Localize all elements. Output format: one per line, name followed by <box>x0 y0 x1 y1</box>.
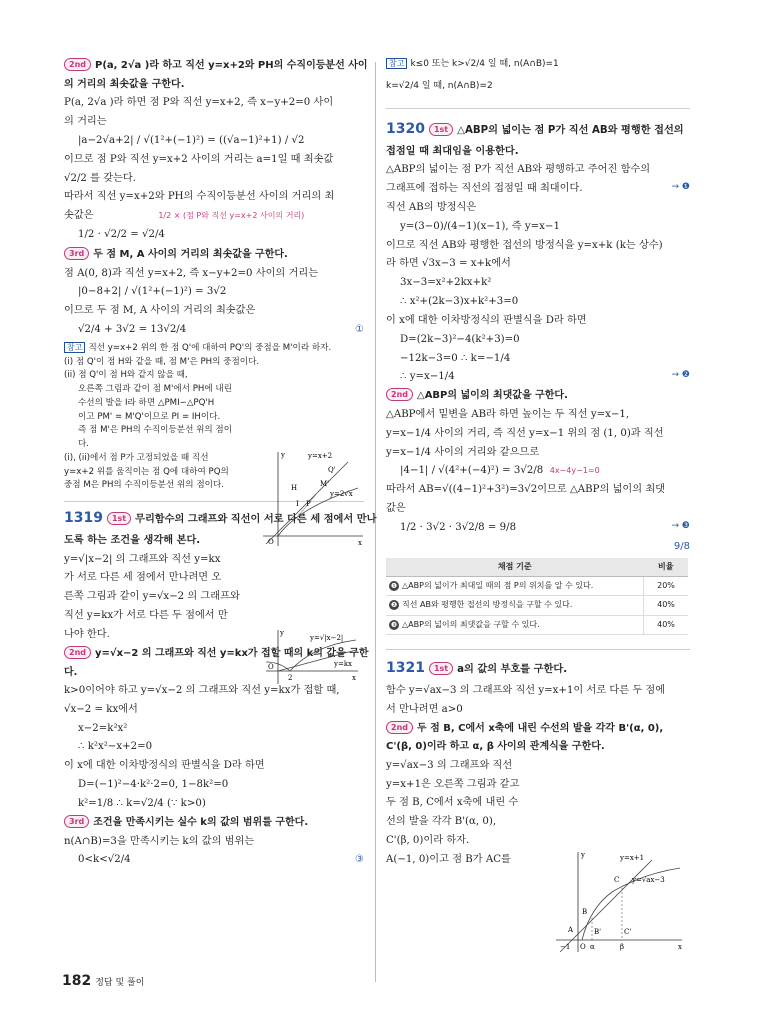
text-line: 그래프에 접하는 직선의 접점일 때 최대이다. <box>386 183 583 195</box>
text-line: 값은 <box>386 503 406 514</box>
formula: x−2=k²x² <box>78 722 128 734</box>
ref-text: 직선 y=x+2 위의 한 점 Q'에 대하여 PQ'의 중점을 M'이라 하자. <box>88 342 332 353</box>
text-line: 따라서 AB=√((4−1)²+3²)=3√2이므로 △ABP의 넓이의 최댓 <box>386 484 666 496</box>
step-badge: 1st <box>429 123 453 136</box>
fig-label: y <box>280 629 284 637</box>
text-line: 직선 y=kx가 서로 다른 두 점에서 만 <box>64 610 228 622</box>
step-text: △ABP의 넓이의 최댓값을 구한다. <box>417 390 568 402</box>
footer-label: 정답 및 풀이 <box>95 978 145 988</box>
problem-number: 1321 <box>386 660 425 677</box>
ref-text: 즉 점 M'은 PH의 수직이등분선 위의 점이 <box>78 425 233 436</box>
side-note: 4x−4y−1=0 <box>549 466 600 476</box>
fig-label: O <box>580 943 586 951</box>
fig-label: B' <box>594 928 602 936</box>
fig-label: C' <box>624 928 632 936</box>
text-line: 이므로 두 점 M, A 사이의 거리의 최솟값은 <box>64 305 256 317</box>
fig-label: −1 <box>560 943 571 951</box>
ref-text: (i), (ii)에서 점 P가 고정되었을 때 직선 <box>64 452 209 463</box>
text-line: 가 서로 다른 세 점에서 만나려면 오 <box>64 572 222 584</box>
page-number: 182 <box>62 973 92 989</box>
grading-row <box>386 596 688 615</box>
text-line: 나야 한다. <box>64 628 110 640</box>
text-line: 이므로 점 P와 직선 y=x+2 사이의 거리는 a=1일 때 최솟값 <box>64 153 334 165</box>
step-badge: 1st <box>107 512 131 525</box>
fig-label: B <box>582 908 588 916</box>
text-line: △ABP에서 밑변을 AB라 하면 높이는 두 직선 y=x−1, <box>386 408 630 420</box>
text-line: 이 x에 대한 이차방정식의 판별식을 D라 하면 <box>386 314 587 326</box>
formula: |a−2√a+2| / √(1²+(−1)²) = ((√a−1)²+1) / √2 <box>78 134 305 146</box>
fig-label: y=kx <box>334 660 353 668</box>
formula: D=(2k−3)²−4(k²+3)=0 <box>400 333 520 345</box>
fig-label: y=√ax−3 <box>632 876 665 884</box>
formula: D=(−1)²−4·k²·2=0, 1−8k²=0 <box>78 779 229 791</box>
text-line: 의 거리는 <box>64 116 107 128</box>
text-line: 이 x에 대한 이차방정식의 판별식을 D라 하면 <box>64 760 265 772</box>
fig-label: y=x+2 <box>308 452 333 460</box>
step-text: 두 점 M, A 사이의 거리의 최솟값을 구한다. <box>93 248 288 260</box>
formula: 1/2 · 3√2 · 3√2/8 = 9/8 <box>400 521 517 533</box>
step-text: 두 점 B, C에서 x축에 내린 수선의 발을 각각 B'(α, 0), <box>417 722 664 734</box>
fig-label: H <box>291 484 298 492</box>
step-badge: 2nd <box>64 646 91 659</box>
formula: |0−8+2| / √(1²+(−1)²) = 3√2 <box>78 286 227 298</box>
problem-number: 1320 <box>386 120 425 137</box>
step-number: ❶ <box>390 582 398 591</box>
ref-label: 참고 <box>386 58 407 69</box>
step-marker: → ❶ <box>671 182 690 193</box>
grading-criterion: △ABP의 넓이가 최대일 때의 점 P의 위치를 알 수 있다. <box>402 581 594 591</box>
step-text: y=√x−2 의 그래프와 직선 y=kx가 접할 때의 k의 값을 구한 <box>95 647 369 659</box>
fig-label: y <box>281 451 285 459</box>
formula: ∴ x²+(2k−3)x+k²+3=0 <box>400 296 519 308</box>
grading-header: 채점 기준 <box>386 558 644 577</box>
text-line: y=√|x−2| 의 그래프와 직선 y=kx <box>64 553 221 565</box>
page-footer <box>62 970 144 989</box>
text-line: √x−2 = kx에서 <box>64 703 138 715</box>
fig-label: y=x+1 <box>620 854 645 862</box>
problem-number: 1319 <box>64 510 103 527</box>
ref-text: (ii) 점 Q'이 점 H와 같지 않을 때, <box>64 370 188 381</box>
fig-label: O <box>268 663 274 671</box>
text-line: k>0이어야 하고 y=√x−2 의 그래프와 직선 y=kx가 접할 때, <box>64 685 340 696</box>
step-badge: 3rd <box>64 815 89 828</box>
text-line: P(a, 2√a )라 하면 점 P와 직선 y=x+2, 즉 x−y+2=0 사이 <box>64 97 334 109</box>
text-line: 라 하면 √3x−3 = x+k에서 <box>386 258 511 270</box>
formula: |4−1| / √(4²+(−4)²) = 3√2/8 <box>400 465 544 477</box>
fig-label: y=2√x <box>330 490 353 498</box>
step-text: C'(β, 0)이라 하고 α, β 사이의 관계식을 구한다. <box>386 741 605 753</box>
text-line: 두 점 B, C에서 x축에 내린 수 <box>386 797 519 809</box>
fig-label: O <box>268 538 274 546</box>
text-line: 이므로 직선 AB와 평행한 접선의 방정식을 y=x+k (k는 상수) <box>386 239 663 251</box>
grading-criterion: △ABP의 넓이의 최댓값을 구할 수 있다. <box>402 619 540 629</box>
grading-ratio: 20% <box>644 577 689 596</box>
grading-header: 비율 <box>644 558 689 577</box>
text-line: 함수 y=√ax−3 의 그래프와 직선 y=x+1이 서로 다른 두 점에 <box>386 684 666 696</box>
text-line: 따라서 직선 y=x+2와 PH의 수직이등분선 사이의 거리의 최 <box>64 191 335 203</box>
grading-header-row <box>386 558 688 577</box>
text-line: 서 만나려면 a>0 <box>386 703 463 715</box>
text-line: C'(β, 0)이라 하자. <box>386 835 470 847</box>
fig-label: P <box>306 500 311 508</box>
fig-label: 2 <box>288 674 293 682</box>
figure-1321 <box>552 848 688 958</box>
formula: ∴ k²x²−x+2=0 <box>78 741 153 753</box>
ref-label: 참고 <box>64 342 85 353</box>
fig-label: C <box>614 876 620 884</box>
section-divider <box>386 649 690 650</box>
text-line: √2/2 를 갖는다. <box>64 172 136 184</box>
formula: ∴ y=x−1/4 <box>400 371 455 383</box>
ref-text: k=√2/4 일 때, n(A∩B)=2 <box>386 80 493 91</box>
ref-text: 이고 PM' = M'Q'이므로 PI = IH이다. <box>78 411 221 422</box>
line-y-x-plus-1 <box>560 860 652 952</box>
fig-label: y=√|x−2| <box>310 634 344 642</box>
ref-text: y=x+2 위를 움직이는 점 Q에 대하여 PQ의 <box>64 466 229 477</box>
step-number: ❸ <box>390 620 398 629</box>
step-text: 조건을 만족시키는 실수 k의 값의 범위를 구한다. <box>93 816 309 828</box>
step-text: 의 거리의 최솟값을 구한다. <box>64 78 185 90</box>
fig-label: I <box>296 500 299 508</box>
problem-title: △ABP의 넓이는 점 P가 직선 AB와 평행한 접선의 <box>457 124 684 136</box>
ref-text: 오른쪽 그림과 같이 점 M'에서 PH에 내린 <box>78 384 233 395</box>
step-badge: 2nd <box>386 388 413 401</box>
section-divider <box>386 108 690 109</box>
figure-1319 <box>262 626 362 688</box>
fig-label: x <box>352 674 356 682</box>
ref-text: 중점 M은 PH의 수직이등분선 위의 점이다. <box>64 480 224 491</box>
grading-criterion: 직선 AB와 평행한 접선의 방정식을 구할 수 있다. <box>402 600 573 610</box>
fig-label: x <box>358 539 362 547</box>
formula: k²=1/8 ∴ k=√2/4 (∵ k>0) <box>78 797 206 809</box>
text-line: y=√ax−3 의 그래프와 직선 <box>386 759 513 771</box>
problem-title: 접점일 때 최대임을 이용한다. <box>386 145 519 157</box>
fig-label: y <box>581 851 585 859</box>
problem-title: 도록 하는 조건을 생각해 본다. <box>64 534 201 546</box>
problem-title: a의 값의 부호를 구한다. <box>457 664 568 676</box>
grading-table <box>386 558 688 636</box>
text-line: 른쪽 그림과 같이 y=√x−2 의 그래프와 <box>64 591 240 603</box>
ref-text: k≤0 또는 k>√2/4 일 때, n(A∩B)=1 <box>410 59 559 69</box>
formula: 1/2 · √2/2 = √2/4 <box>78 229 165 240</box>
problem-title: 무리함수의 그래프와 직선이 서로 다른 세 점에서 만나 <box>135 514 377 526</box>
step-marker: → ❸ <box>671 520 690 531</box>
step-badge: 1st <box>429 662 453 675</box>
text-line: 솟값은 <box>64 210 94 222</box>
grading-row <box>386 615 688 634</box>
formula: 3x−3=x²+2kx+k² <box>400 277 492 289</box>
side-note: 1/2 × (점 P와 직선 y=x+2 사이의 거리) <box>158 211 305 221</box>
step-marker: → ❷ <box>671 370 690 381</box>
ref-text: (i) 점 Q'이 점 H와 같을 때, 점 M'은 PH의 중점이다. <box>64 356 260 367</box>
formula: −12k−3=0 ∴ k=−1/4 <box>400 352 511 364</box>
text-line: A(−1, 0)이고 점 B가 AC를 <box>386 853 511 865</box>
ref-text: 수선의 발을 I라 하면 △PMI∽△PQ'H <box>78 397 215 408</box>
step-text: P(a, 2√a )라 하고 직선 y=x+2와 PH의 수직이등분선 사이 <box>95 60 368 71</box>
step-badge: 2nd <box>64 58 91 71</box>
text-line: 점 A(0, 8)과 직선 y=x+2, 즉 x−y+2=0 사이의 거리는 <box>64 267 319 279</box>
right-column <box>386 58 690 871</box>
grading-ratio: 40% <box>644 615 689 634</box>
fig-label: A <box>568 926 574 934</box>
grading-ratio: 40% <box>644 596 689 615</box>
answer-mark: ③ <box>355 854 364 866</box>
fig-label: β <box>620 943 625 951</box>
fig-label: Q' <box>328 466 336 474</box>
fig-label: M' <box>320 480 330 488</box>
step-number: ❷ <box>390 601 398 610</box>
answer-mark: 9/8 <box>673 540 690 552</box>
formula: y=(3−0)/(4−1)(x−1), 즉 y=x−1 <box>400 220 560 232</box>
formula: √2/4 + 3√2 = 13√2/4 <box>78 324 187 336</box>
answer-mark: ① <box>355 324 364 336</box>
ref-text: 다. <box>78 439 90 450</box>
text-line: y=x+1은 오른쪽 그림과 같고 <box>386 778 520 790</box>
grading-row <box>386 577 688 596</box>
text-line: 직선 AB의 방정식은 <box>386 202 477 213</box>
fig-label: α <box>590 943 595 951</box>
step-badge: 2nd <box>386 721 413 734</box>
formula: 0<k<√2/4 <box>78 854 131 866</box>
step-text: 다. <box>64 666 78 678</box>
text-line: n(A∩B)=3을 만족시키는 k의 값의 범위는 <box>64 835 255 847</box>
text-line: y=x−1/4 사이의 거리, 즉 직선 y=x−1 위의 점 (1, 0)과 직선 <box>386 427 664 439</box>
text-line: y=x−1/4 사이의 거리와 같으므로 <box>386 446 540 458</box>
fig-label: x <box>678 943 682 951</box>
step-badge: 3rd <box>64 247 89 260</box>
reference-figure <box>258 448 368 548</box>
text-line: △ABP의 넓이는 점 P가 직선 AB와 평행하고 주어진 함수의 <box>386 164 651 176</box>
text-line: 선의 발을 각각 B'(α, 0), <box>386 816 497 828</box>
